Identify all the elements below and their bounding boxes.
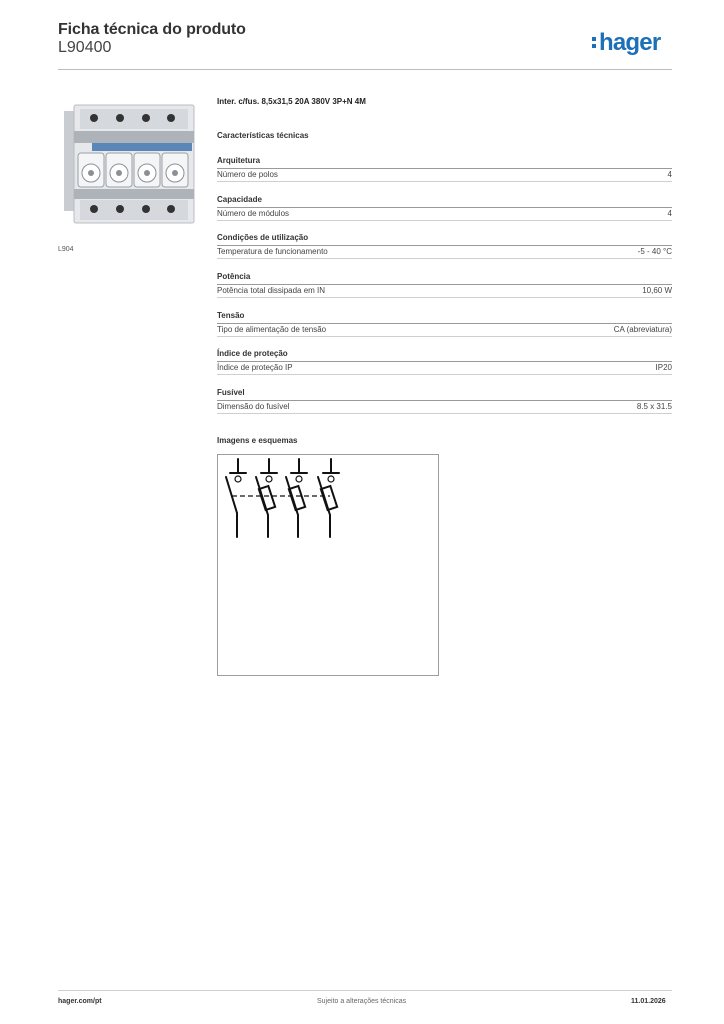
product-code: L90400	[58, 39, 112, 56]
spec-row	[217, 362, 672, 375]
spec-value: IP20	[655, 363, 672, 372]
hager-logo	[592, 29, 660, 57]
product-image	[58, 97, 201, 240]
product-description: Inter. c/fus. 8,5x31,5 20A 380V 3P+N 4M	[217, 97, 366, 106]
spec-group-condicoes	[217, 233, 672, 259]
spec-group-indice-protecao	[217, 349, 672, 375]
header-divider	[58, 69, 672, 70]
spec-value: 4	[667, 170, 672, 179]
spec-row	[217, 324, 672, 337]
logo-text: hager	[599, 29, 661, 56]
spec-value: -5 - 40 °C	[637, 247, 672, 256]
spec-group-title: Condições de utilização	[217, 233, 672, 246]
footer-url[interactable]: hager.com/pt	[58, 998, 102, 1005]
spec-value: 4	[667, 209, 672, 218]
spec-group-title: Índice de proteção	[217, 349, 672, 362]
images-section-title: Imagens e esquemas	[217, 436, 298, 445]
spec-group-title: Capacidade	[217, 195, 672, 208]
spec-group-potencia	[217, 272, 672, 298]
spec-label: Potência total dissipada em IN	[217, 286, 326, 295]
spec-row	[217, 169, 672, 182]
wiring-diagram	[217, 454, 439, 676]
footer-date: 11.01.2026	[631, 998, 666, 1005]
spec-value: 10,60 W	[642, 286, 672, 295]
spec-group-title: Potência	[217, 272, 672, 285]
spec-row	[217, 285, 672, 298]
page-title: Ficha técnica do produto	[58, 21, 246, 38]
spec-label: Dimensão do fusível	[217, 402, 290, 411]
tech-section-title: Características técnicas	[217, 131, 309, 140]
switch-fuse-schematic-icon	[218, 455, 438, 675]
spec-row	[217, 208, 672, 221]
spec-value: 8.5 x 31.5	[636, 402, 672, 411]
spec-group-arquitetura	[217, 156, 672, 182]
spec-group-title: Arquitetura	[217, 156, 672, 169]
spec-label: Tipo de alimentação de tensão	[217, 325, 327, 334]
photo-caption: L904	[58, 246, 74, 253]
spec-group-capacidade	[217, 195, 672, 221]
spec-label: Número de módulos	[217, 209, 290, 218]
spec-label: Temperatura de funcionamento	[217, 247, 328, 256]
spec-value: CA (abreviatura)	[613, 325, 672, 334]
spec-row	[217, 246, 672, 259]
spec-label: Índice de proteção IP	[217, 363, 293, 372]
spec-group-title: Tensão	[217, 311, 672, 324]
spec-row	[217, 401, 672, 414]
spec-label: Número de polos	[217, 170, 278, 179]
logo-dots-icon	[592, 28, 599, 56]
spec-group-tensao	[217, 311, 672, 337]
spec-group-title: Fusível	[217, 388, 672, 401]
spec-group-fusivel	[217, 388, 672, 414]
footer-note: Sujeito a alterações técnicas	[317, 998, 407, 1005]
footer-divider	[58, 990, 672, 991]
